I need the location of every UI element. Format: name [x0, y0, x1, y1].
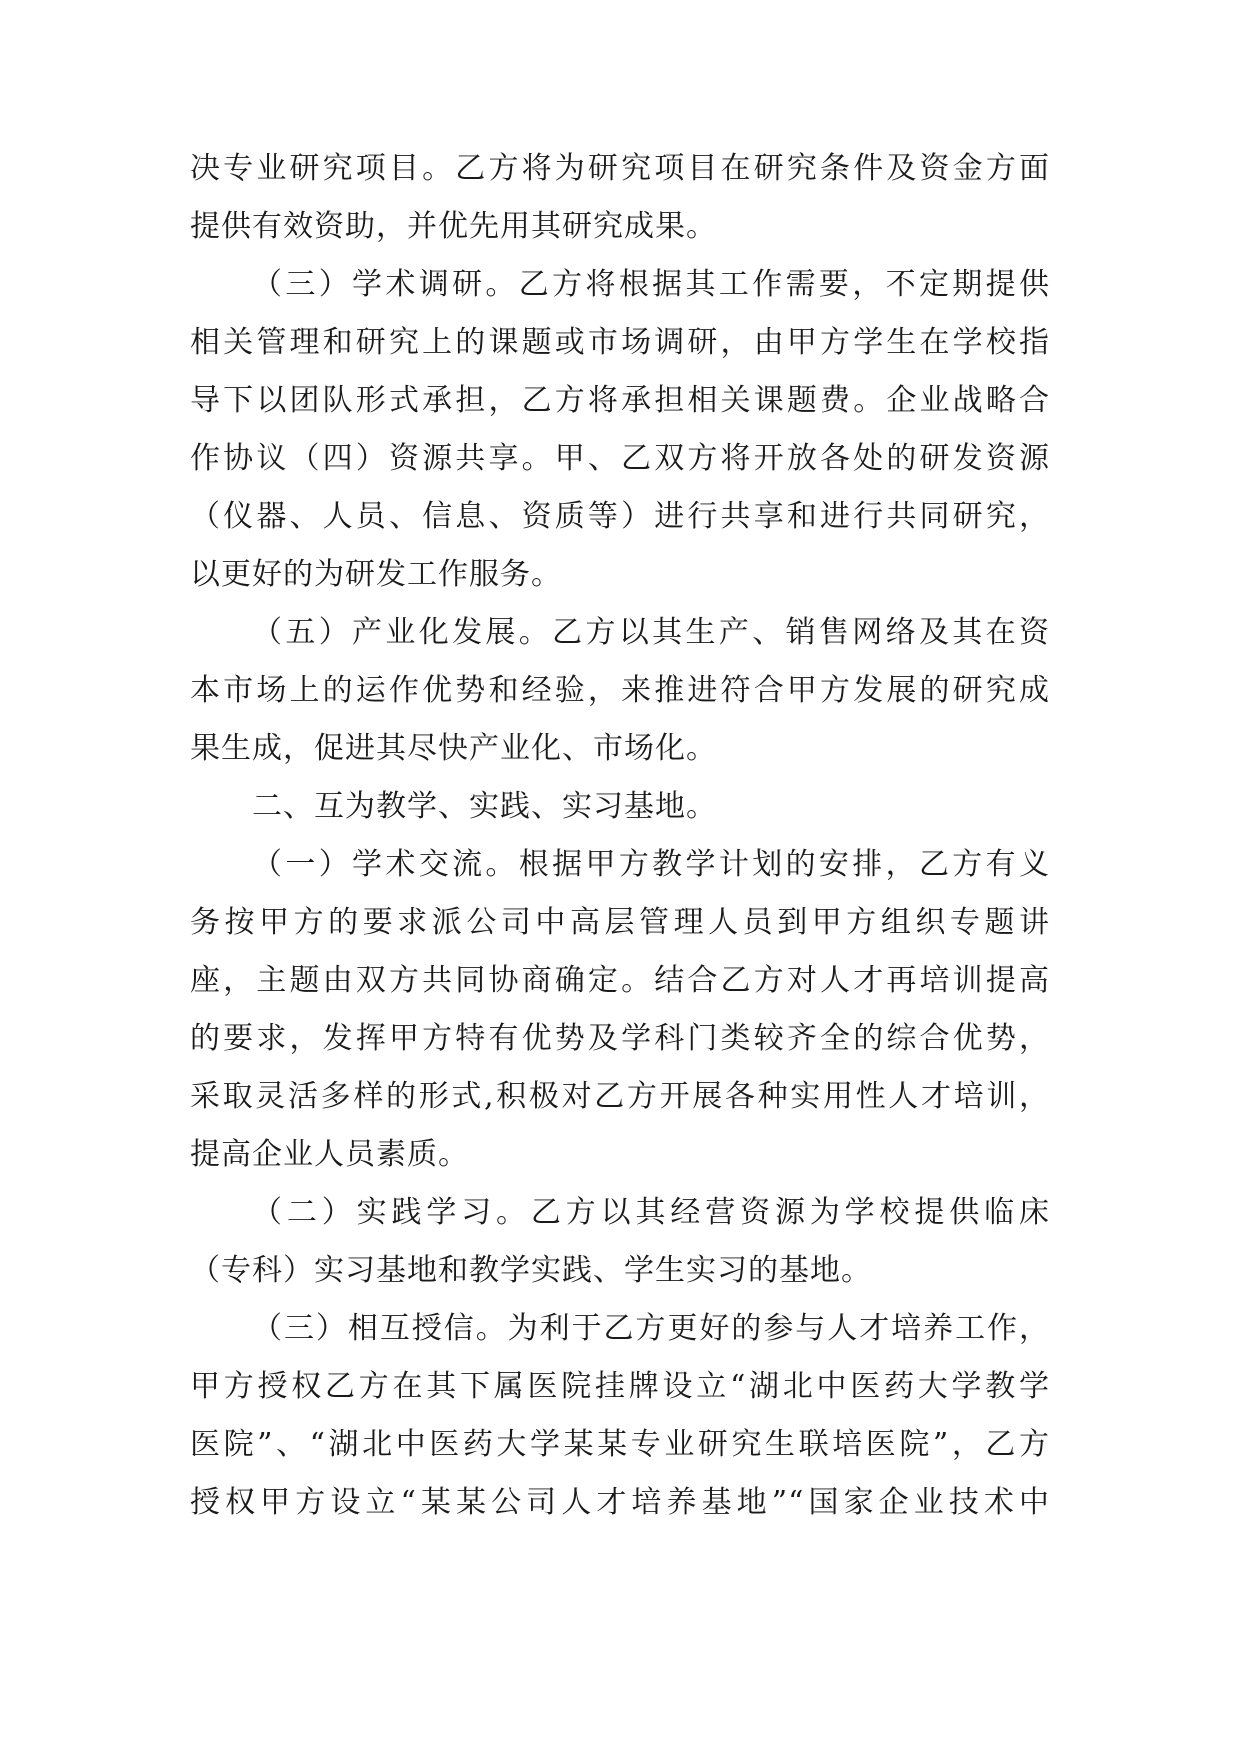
text-line: 医院”、“湖北中医药大学某某专业研究生联培医院”，乙方 [190, 1427, 1050, 1462]
text-line: 作协议（四）资源共享。甲、乙双方将开放各处的研发资源 [190, 441, 1050, 476]
text-line: 座，主题由双方共同协商确定。结合乙方对人才再培训提高 [190, 963, 1050, 998]
paragraph-start-line: （五）产业化发展。乙方以其生产、销售网络及其在资 [252, 615, 1050, 650]
section-heading: 二、互为教学、实践、实习基地。 [252, 789, 717, 824]
paragraph-start-line: （二）实践学习。乙方以其经营资源为学校提供临床 [252, 1195, 1050, 1230]
text-line: 甲方授权乙方在其下属医院挂牌设立“湖北中医药大学教学 [190, 1369, 1050, 1404]
text-line: 的要求，发挥甲方特有优势及学科门类较齐全的综合优势， [190, 1021, 1050, 1056]
paragraph-start-line: （一）学术交流。根据甲方教学计划的安排，乙方有义 [252, 847, 1050, 882]
text-line: 导下以团队形式承担，乙方将承担相关课题费。企业战略合 [190, 383, 1050, 418]
text-line: 提供有效资助，并优先用其研究成果。 [190, 209, 717, 244]
text-line: 果生成，促进其尽快产业化、市场化。 [190, 731, 717, 766]
text-line: 相关管理和研究上的课题或市场调研，由甲方学生在学校指 [190, 325, 1050, 360]
text-line: （专科）实习基地和教学实践、学生实习的基地。 [190, 1253, 872, 1288]
paragraph-start-line: （三）相互授信。为利于乙方更好的参与人才培养工作， [252, 1311, 1050, 1346]
paragraph-start-line: （三）学术调研。乙方将根据其工作需要，不定期提供 [252, 267, 1050, 302]
text-line: 以更好的为研发工作服务。 [190, 557, 562, 592]
text-line: 提高企业人员素质。 [190, 1137, 469, 1172]
text-line: 决专业研究项目。乙方将为研究项目在研究条件及资金方面 [190, 151, 1050, 186]
text-line: 授权甲方设立“某某公司人才培养基地”“国家企业技术中 [190, 1485, 1050, 1520]
text-line: 本市场上的运作优势和经验，来推进符合甲方发展的研究成 [190, 673, 1050, 708]
text-line: 务按甲方的要求派公司中高层管理人员到甲方组织专题讲 [190, 905, 1050, 940]
text-line: 采取灵活多样的形式,积极对乙方开展各种实用性人才培训， [190, 1079, 1050, 1114]
text-line: （仪器、人员、信息、资质等）进行共享和进行共同研究， [190, 499, 1050, 534]
